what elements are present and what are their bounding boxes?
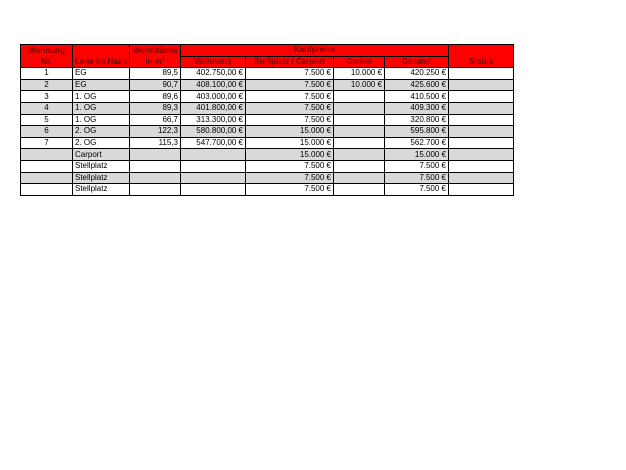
- cell-lage: EG: [73, 79, 130, 91]
- cell-wohnung: 403.000,00 €: [181, 91, 246, 103]
- cell-flaeche: [130, 184, 181, 196]
- header-wohnung-price: Wohnung: [181, 56, 246, 68]
- cell-lage: 1. OG: [73, 102, 130, 114]
- cell-gesamt: 15.000 €: [385, 149, 449, 161]
- cell-gesamt: 562.700 €: [385, 137, 449, 149]
- header-row-1: [21, 45, 514, 57]
- cell-garten: [334, 102, 385, 114]
- header-in-m2: [130, 56, 181, 68]
- cell-garten: [334, 149, 385, 161]
- cell-status: [449, 172, 514, 184]
- cell-nr: 1: [21, 68, 73, 80]
- price-table: [20, 44, 514, 196]
- cell-gesamt: 320.800 €: [385, 114, 449, 126]
- cell-gesamt: 410.500 €: [385, 91, 449, 103]
- table-row: [21, 137, 514, 149]
- cell-lage: EG: [73, 68, 130, 80]
- table-row: [21, 126, 514, 138]
- header-gesamt: Gesamt: [385, 56, 449, 68]
- header-wohnung: Wohnung: [21, 45, 73, 57]
- cell-wohnung: 313.300,00 €: [181, 114, 246, 126]
- cell-gesamt: 595.800 €: [385, 126, 449, 138]
- cell-stellplatz: 7.500 €: [246, 68, 334, 80]
- cell-wohnung: 547.700,00 €: [181, 137, 246, 149]
- header-lage: Lage im Haus: [73, 56, 130, 68]
- cell-nr: [21, 184, 73, 196]
- table-row: [21, 114, 514, 126]
- cell-nr: 3: [21, 91, 73, 103]
- cell-status: [449, 160, 514, 172]
- table-row: [21, 91, 514, 103]
- header-wohnflaeche: Wohnfläche: [130, 45, 181, 57]
- table-row: [21, 160, 514, 172]
- cell-stellplatz: 7.500 €: [246, 79, 334, 91]
- cell-garten: [334, 91, 385, 103]
- cell-nr: [21, 172, 73, 184]
- cell-nr: 7: [21, 137, 73, 149]
- cell-wohnung: 408.100,00 €: [181, 79, 246, 91]
- cell-stellplatz: 7.500 €: [246, 91, 334, 103]
- cell-lage: Stellplatz: [73, 160, 130, 172]
- cell-garten: 10.000 €: [334, 68, 385, 80]
- header-lage-top: [73, 45, 130, 57]
- cell-garten: [334, 184, 385, 196]
- cell-status: [449, 114, 514, 126]
- cell-stellplatz: 15.000 €: [246, 126, 334, 138]
- cell-flaeche: [130, 149, 181, 161]
- cell-nr: 5: [21, 114, 73, 126]
- cell-gesamt: 420.250 €: [385, 68, 449, 80]
- cell-flaeche: 122,3: [130, 126, 181, 138]
- cell-lage: 1. OG: [73, 114, 130, 126]
- cell-stellplatz: 7.500 €: [246, 102, 334, 114]
- cell-flaeche: 90,7: [130, 79, 181, 91]
- cell-flaeche: 89,3: [130, 102, 181, 114]
- cell-garten: [334, 137, 385, 149]
- cell-flaeche: [130, 160, 181, 172]
- cell-gesamt: 7.500 €: [385, 160, 449, 172]
- cell-garten: [334, 160, 385, 172]
- cell-garten: [334, 126, 385, 138]
- header-in-m-sup: 2: [161, 56, 165, 62]
- table-row: [21, 172, 514, 184]
- cell-nr: 6: [21, 126, 73, 138]
- cell-lage: 2. OG: [73, 126, 130, 138]
- header-nr: Nr.: [21, 56, 73, 68]
- cell-nr: [21, 149, 73, 161]
- cell-gesamt: 7.500 €: [385, 172, 449, 184]
- cell-gesamt: 7.500 €: [385, 184, 449, 196]
- cell-status: [449, 126, 514, 138]
- header-stellplatz: Stellplatz / Carport: [246, 56, 334, 68]
- cell-garten: [334, 172, 385, 184]
- cell-lage: 2. OG: [73, 137, 130, 149]
- cell-status: [449, 184, 514, 196]
- cell-wohnung: 580.800,00 €: [181, 126, 246, 138]
- cell-stellplatz: 7.500 €: [246, 172, 334, 184]
- cell-stellplatz: 7.500 €: [246, 184, 334, 196]
- table-row: [21, 149, 514, 161]
- cell-flaeche: 89,5: [130, 68, 181, 80]
- cell-stellplatz: 7.500 €: [246, 114, 334, 126]
- table-row: [21, 79, 514, 91]
- cell-lage: Carport: [73, 149, 130, 161]
- cell-status: [449, 137, 514, 149]
- cell-wohnung: [181, 184, 246, 196]
- header-status: Status: [449, 56, 514, 68]
- cell-wohnung: 402.750,00 €: [181, 68, 246, 80]
- cell-stellplatz: 15.000 €: [246, 149, 334, 161]
- cell-flaeche: 89,6: [130, 91, 181, 103]
- cell-wohnung: [181, 149, 246, 161]
- table-row: [21, 184, 514, 196]
- cell-flaeche: 66,7: [130, 114, 181, 126]
- cell-wohnung: [181, 172, 246, 184]
- header-status-top: [449, 45, 514, 57]
- cell-status: [449, 102, 514, 114]
- cell-status: [449, 79, 514, 91]
- cell-nr: 2: [21, 79, 73, 91]
- cell-garten: 10.000 €: [334, 79, 385, 91]
- cell-status: [449, 149, 514, 161]
- cell-wohnung: [181, 160, 246, 172]
- header-garten: Garten: [334, 56, 385, 68]
- cell-gesamt: 409.300 €: [385, 102, 449, 114]
- cell-flaeche: 115,3: [130, 137, 181, 149]
- table-row: [21, 68, 514, 80]
- cell-nr: [21, 160, 73, 172]
- table-row: [21, 102, 514, 114]
- cell-gesamt: 425.600 €: [385, 79, 449, 91]
- cell-lage: Stellplatz: [73, 184, 130, 196]
- cell-stellplatz: 15.000 €: [246, 137, 334, 149]
- cell-flaeche: [130, 172, 181, 184]
- cell-wohnung: 401.800,00 €: [181, 102, 246, 114]
- cell-status: [449, 68, 514, 80]
- cell-stellplatz: 7.500 €: [246, 160, 334, 172]
- cell-lage: 1. OG: [73, 91, 130, 103]
- header-row-2: [21, 56, 514, 68]
- header-in-m: in m: [145, 56, 162, 66]
- cell-lage: Stellplatz: [73, 172, 130, 184]
- cell-status: [449, 91, 514, 103]
- cell-nr: 4: [21, 102, 73, 114]
- header-kaufpreise: Kaufpreise: [181, 45, 449, 57]
- cell-garten: [334, 114, 385, 126]
